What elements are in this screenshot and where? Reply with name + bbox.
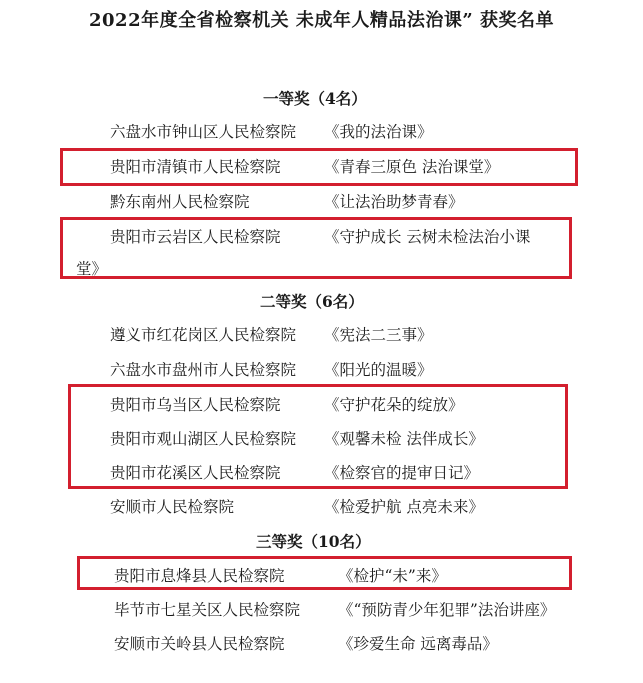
entry-org: 六盘水市盘州市人民检察院 [110,361,297,379]
entry-work: 《珍爱生命 远离毒品》 [338,635,498,653]
entry-org: 安顺市关岭县人民检察院 [114,635,285,653]
entry-work: 《“预防青少年犯罪”法治讲座》 [338,601,556,619]
entry-work-continued: 堂》 [76,260,108,278]
section-title-third-prize: 三等奖（10名） [256,532,371,551]
entry-work: 《让法治助梦青春》 [324,193,464,211]
entry-org: 黔东南州人民检察院 [110,193,250,211]
entry-org: 毕节市七星关区人民检察院 [114,601,301,619]
entry-work: 《检护“未”来》 [338,567,447,585]
entry-org: 贵阳市息烽县人民检察院 [114,567,285,585]
entry-work: 《我的法治课》 [324,123,433,141]
document-title: 2022年度全省检察机关 未成年人精品法治课” 获奖名单 [89,10,554,31]
highlight-box [60,217,572,279]
highlight-box [77,556,572,590]
highlight-box [68,384,568,489]
entry-work: 《检爱护航 点亮未来》 [324,498,484,516]
entry-org: 六盘水市钟山区人民检察院 [110,123,297,141]
entry-org: 贵阳市花溪区人民检察院 [110,464,281,482]
entry-org: 遵义市红花岗区人民检察院 [110,326,297,344]
entry-org: 贵阳市清镇市人民检察院 [110,158,281,176]
entry-work: 《宪法二三事》 [324,326,433,344]
section-title-second-prize: 二等奖（6名） [260,292,364,311]
highlight-box [60,148,578,186]
entry-work: 《青春三原色 法治课堂》 [324,158,500,176]
entry-work: 《检察官的提审日记》 [324,464,480,482]
entry-org: 安顺市人民检察院 [110,498,235,516]
entry-work: 《阳光的温暖》 [324,361,433,379]
entry-org: 贵阳市乌当区人民检察院 [110,396,281,414]
section-title-first-prize: 一等奖（4名） [263,89,367,108]
entry-org: 贵阳市观山湖区人民检察院 [110,430,297,448]
entry-work: 《守护成长 云树未检法治小课 [324,228,531,246]
entry-work: 《守护花朵的绽放》 [324,396,464,414]
entry-org: 贵阳市云岩区人民检察院 [110,228,281,246]
entry-work: 《观馨未检 法伴成长》 [324,430,484,448]
